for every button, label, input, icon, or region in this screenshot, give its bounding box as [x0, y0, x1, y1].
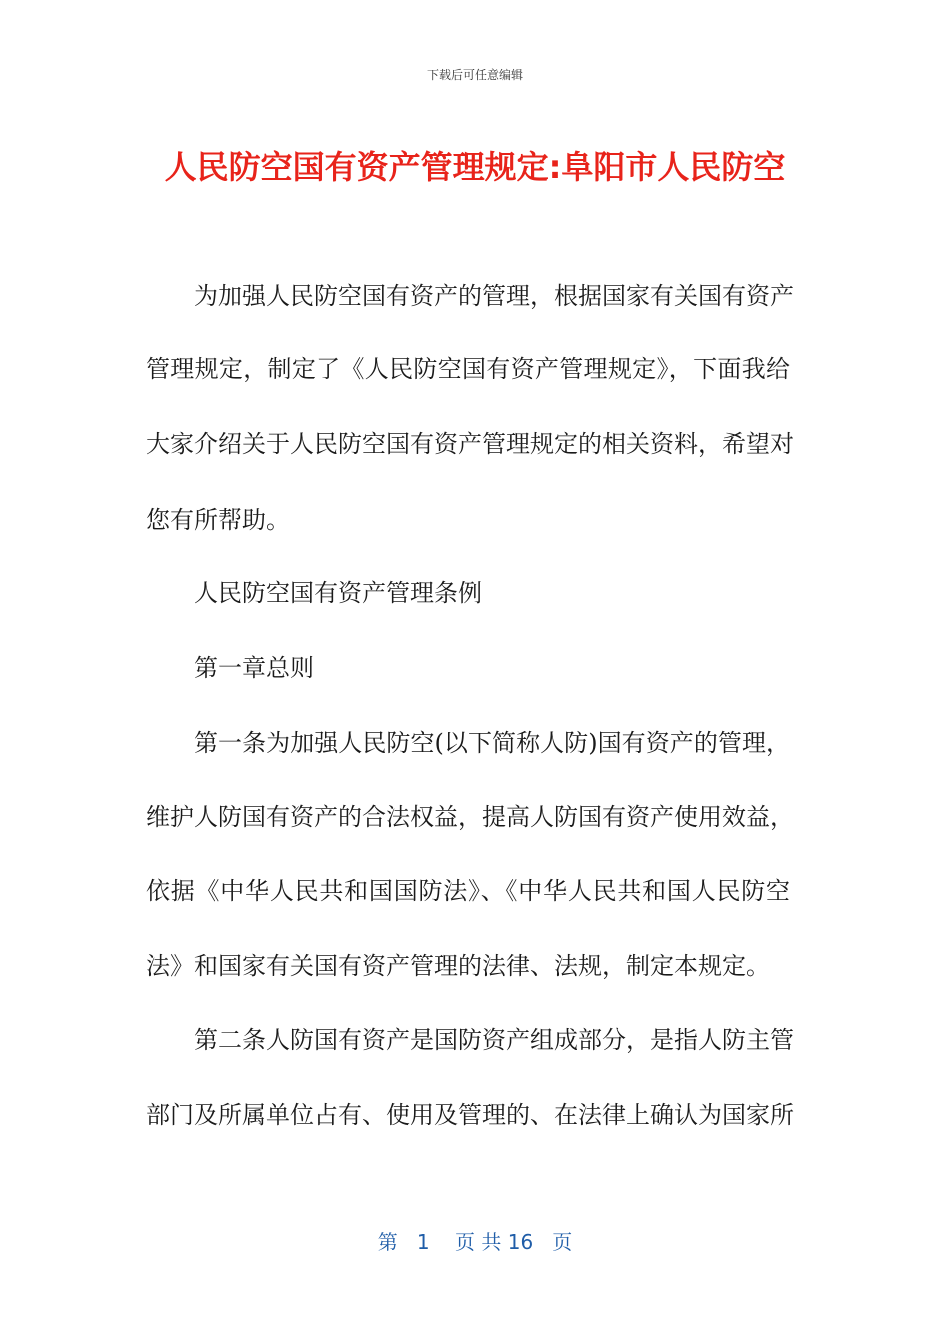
header-note: 下载后可任意编辑: [426, 68, 523, 82]
paragraph-line: 您有所帮助。: [146, 506, 290, 534]
paragraph-line: 第二条人防国有资产是国防资产组成部分，是指人防主管: [194, 1026, 794, 1054]
paragraph-line: 依据《中华人民共和国国防法》、《中华人民共和国人民防空: [146, 877, 790, 905]
chapter-heading: 第一章总则: [194, 654, 314, 682]
paragraph-line: 为加强人民防空国有资产的管理，根据国家有关国有资产: [194, 282, 794, 310]
paragraph-line: 维护人防国有资产的合法权益，提高人防国有资产使用效益，: [146, 803, 794, 831]
paragraph-line: 法》和国家有关国有资产管理的法律、法规，制定本规定。: [146, 952, 770, 980]
paragraph-line: 第一条为加强人民防空(以下简称人防)国有资产的管理，: [194, 729, 790, 757]
paragraph-line: 管理规定，制定了《人民防空国有资产管理规定》，下面我给: [146, 355, 790, 383]
section-heading: 人民防空国有资产管理条例: [194, 579, 482, 607]
document-title: 人民防空国有资产管理规定:阜阳市人民防空: [164, 148, 786, 186]
footer-total-pages: 16: [507, 1230, 534, 1254]
footer-middle: 页 共: [455, 1230, 502, 1254]
paragraph-line: 部门及所属单位占有、使用及管理的、在法律上确认为国家所: [146, 1101, 794, 1129]
paragraph-line: 大家介绍关于人民防空国有资产管理规定的相关资料，希望对: [146, 430, 794, 458]
footer-prefix: 第: [377, 1230, 398, 1254]
footer-page-number: 1: [416, 1230, 430, 1254]
footer-suffix: 页: [552, 1230, 573, 1254]
page-footer: [0, 1226, 950, 1255]
